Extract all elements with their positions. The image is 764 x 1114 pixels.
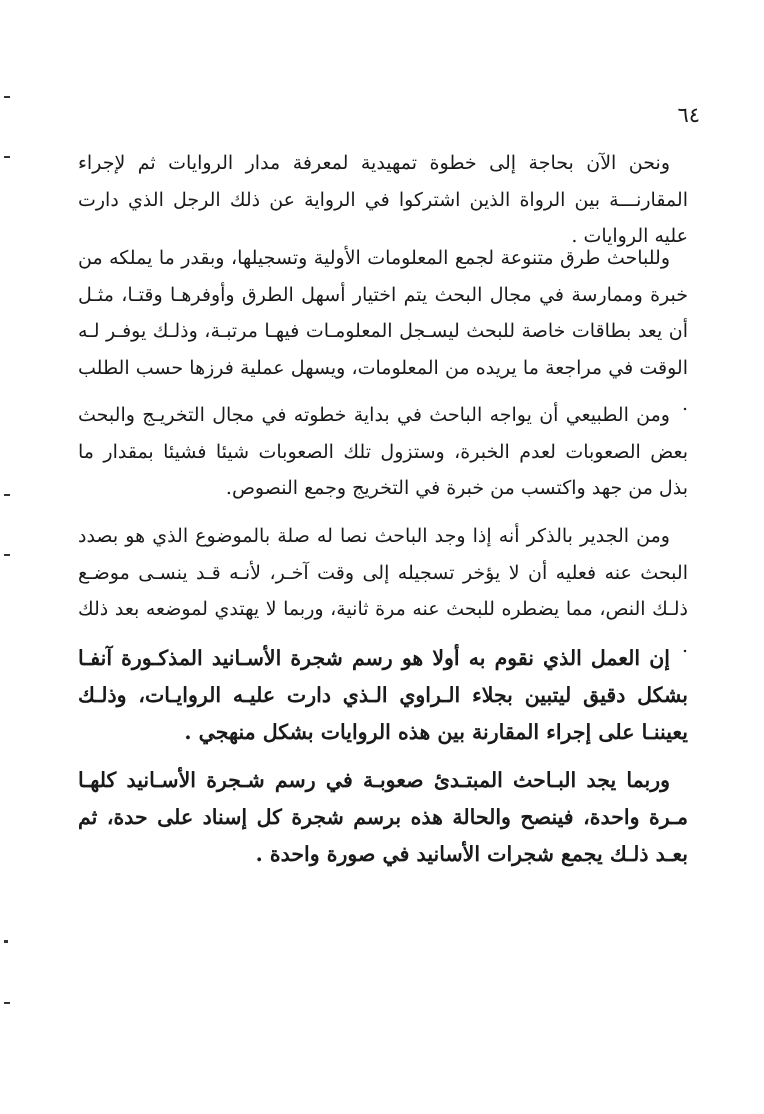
paragraph-5-bold xyxy=(78,640,688,751)
page-number: ٦٤ xyxy=(677,103,700,127)
paragraph-text: ومن الجدير بالذكر أنه إذا وجد الباحث نصا له صلة بالموضوع الذي هو بصدد البحث عنه فعليه أن لا يؤخر تسجيله إلى وقت آخـر، لأنـه قـد ينسـى موضـع ذلـك النص، مما يضطره للبحث عنه مرة ثانية، وربما لا يهتدي لموضعه بعد ذلك . xyxy=(78,525,688,657)
paragraph-1 xyxy=(78,145,688,255)
paragraph-text: ومن الطبيعي أن يواجه الباحث في بداية خطوته في مجال التخريـج والبحث بعض الصعوبات لعدم الخبرة، وستزول تلك الصعوبات شيئا فشيئا بمقدار ما بذل من جهد واكتسب من خبرة في التخريج وجمع النصوص. xyxy=(78,404,688,499)
scan-edge-mark xyxy=(4,96,10,98)
scan-edge-mark xyxy=(4,494,10,496)
paragraph-3 xyxy=(78,397,688,507)
scan-edge-mark xyxy=(4,1002,10,1004)
paragraph-text: وربما يجد البـاحث المبتـدئ صعوبـة في رسم شـجرة الأسـانيد كلهـا مـرة واحدة، فينصح والحالة هذه برسم شجرة كل إسناد على حدة، ثم بعـد ذلـك يجمع شجرات الأسانيد في صورة واحدة . xyxy=(78,768,688,866)
paragraph-text: وللباحث طرق متنوعة لجمع المعلومات الأولية وتسجيلها، وبقدر ما يملكه من خبرة وممارسة في مجال البحث يتم اختيار أسهل الطرق وأوفرهـا وقتـا، مثـل أن يعد بطاقات خاصة للبحث ليسـجل المعلومـات فيهـا مرتبـة، وذلـك يوفـر لـه الوقت في مراجعة ما يريده من المعلومات، ويسهل عملية فرزها حسب الطلب . xyxy=(78,247,688,415)
scan-edge-mark xyxy=(4,156,10,158)
scan-edge-mark xyxy=(4,940,8,943)
paragraph-2 xyxy=(78,240,688,423)
paragraph-text: إن العمل الذي نقوم به أولا هو رسم شجرة الأسـانيد المذكـورة آنفـا بشكل دقيق ليتبين بجلاء الـراوي الـذي دارت عليـه الروايـات، وذلـك يعيننـا على إجراء المقارنة بين هذه الروايات بشكل منهجي . xyxy=(78,646,688,744)
paragraph-6-bold xyxy=(78,762,688,873)
scan-edge-mark xyxy=(4,554,10,556)
paragraph-text: ونحن الآن بحاجة إلى خطوة تمهيدية لمعرفة مدار الروايات ثم لإجراء المقارنـــة بين الرواة الذين اشتركوا في الرواية عن ذلك الرجل الذي دارت عليه الروايات . xyxy=(78,152,688,247)
